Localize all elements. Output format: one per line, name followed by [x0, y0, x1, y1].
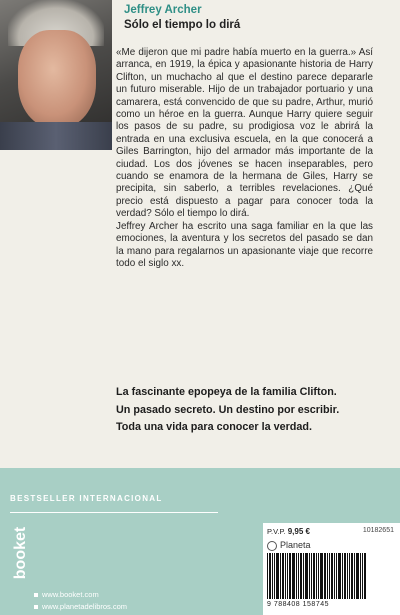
barcode-bar: [362, 553, 363, 599]
synopsis: [116, 47, 373, 270]
booket-logo-text: booket: [12, 526, 30, 580]
tagline-line: La fascinante epopeya de la familia Clifton.: [116, 386, 337, 398]
barcode-bar: [320, 553, 323, 599]
barcode-bar: [360, 553, 361, 599]
barcode-bar: [298, 553, 299, 599]
barcode-bar: [327, 553, 328, 599]
barcode-bar: [303, 553, 304, 599]
publisher-name: Planeta: [280, 540, 311, 550]
tagline: [116, 384, 376, 437]
planeta-logo-icon: [267, 541, 277, 551]
barcode-bar: [351, 553, 353, 599]
author-photo-face: [18, 30, 96, 128]
barcode-bar: [292, 553, 295, 599]
barcode-bar: [347, 553, 348, 599]
author-photo: [0, 0, 112, 150]
price: P.V.P. 9,95 €: [267, 527, 310, 536]
barcode-bar: [272, 553, 273, 599]
bullet-icon: [34, 605, 38, 609]
barcode-bar: [349, 553, 350, 599]
barcode-bar: [356, 553, 359, 599]
barcode-bar: [342, 553, 343, 599]
barcode-bar: [285, 553, 286, 599]
barcode-bar: [274, 553, 275, 599]
barcode-bar: [329, 553, 330, 599]
book-title: Sólo el tiempo lo dirá: [124, 19, 241, 31]
barcode-bar: [313, 553, 315, 599]
tagline-line: Un pasado secreto. Un destino por escribir.: [116, 403, 340, 416]
barcode-bar: [305, 553, 308, 599]
barcode-bar: [354, 553, 355, 599]
price-label: [263, 523, 400, 615]
footer-divider: [10, 512, 218, 513]
barcode-bar: [318, 553, 319, 599]
barcode-bar: [331, 553, 333, 599]
synopsis-paragraph: «Me dijeron que mi padre había muerto en la guerra.» Así arranca, en 1919, la épica y apasionante historia de Harry Clifton, un muchacho al que el destino parece depararle un futuro miserable. Hijo de un trabajador portuario y una camarera, está convencido de que su padre, Arthur, murió como un héroe en la guerra. Aunque Harry quiere seguir los pasos de su padre, su prodigiosa voz le abrirá la entrada en una exclusiva escuela, en la que conocerá a Giles Barrington, hijo del armador más importante de la ciudad. Los dos jóvenes se hacen inseparables, pero cuando se enamora de la hermana de Giles, Harry se precipita, sin saberlo, a terribles revelaciones. ¿Qué precio está dispuesto a pagar para conocer toda la verdad? Sólo el tiempo lo dirá.: [116, 47, 373, 220]
barcode-bar: [324, 553, 326, 599]
tagline-line: Toda una vida para conocer la verdad.: [116, 421, 313, 433]
barcode-bar: [282, 553, 284, 599]
series-label: BESTSELLER INTERNACIONAL: [10, 494, 163, 503]
product-code: 10182651: [362, 527, 394, 534]
website-planeta[interactable]: www.planetadelibros.com: [34, 602, 127, 611]
barcode-bar: [338, 553, 341, 599]
website-booket[interactable]: www.booket.com: [34, 590, 99, 599]
barcode-bar: [280, 553, 281, 599]
barcode-bar: [289, 553, 291, 599]
barcode-bar: [344, 553, 346, 599]
barcode-bar: [364, 553, 366, 599]
isbn: 9 788408 158745: [267, 601, 329, 608]
barcode-bar: [300, 553, 302, 599]
author-name: Jeffrey Archer: [124, 4, 202, 16]
barcode-bar: [269, 553, 271, 599]
barcode-bar: [336, 553, 337, 599]
barcode-bar: [296, 553, 297, 599]
barcode-bar: [334, 553, 335, 599]
barcode-bar: [316, 553, 317, 599]
barcode-bar: [311, 553, 312, 599]
barcode-bar: [287, 553, 288, 599]
bullet-icon: [34, 593, 38, 597]
barcode: [267, 553, 367, 599]
synopsis-paragraph: Jeffrey Archer ha escrito una saga familiar en la que las emociones, la aventura y los secretos del pasado se dan la mano para regalarnos un apasionante viaje que recorre todo el siglo xx.: [116, 220, 373, 269]
barcode-bar: [309, 553, 310, 599]
barcode-bar: [267, 553, 268, 599]
booket-logo: [6, 518, 36, 588]
barcode-bar: [276, 553, 279, 599]
author-photo-shirt: [0, 122, 112, 150]
